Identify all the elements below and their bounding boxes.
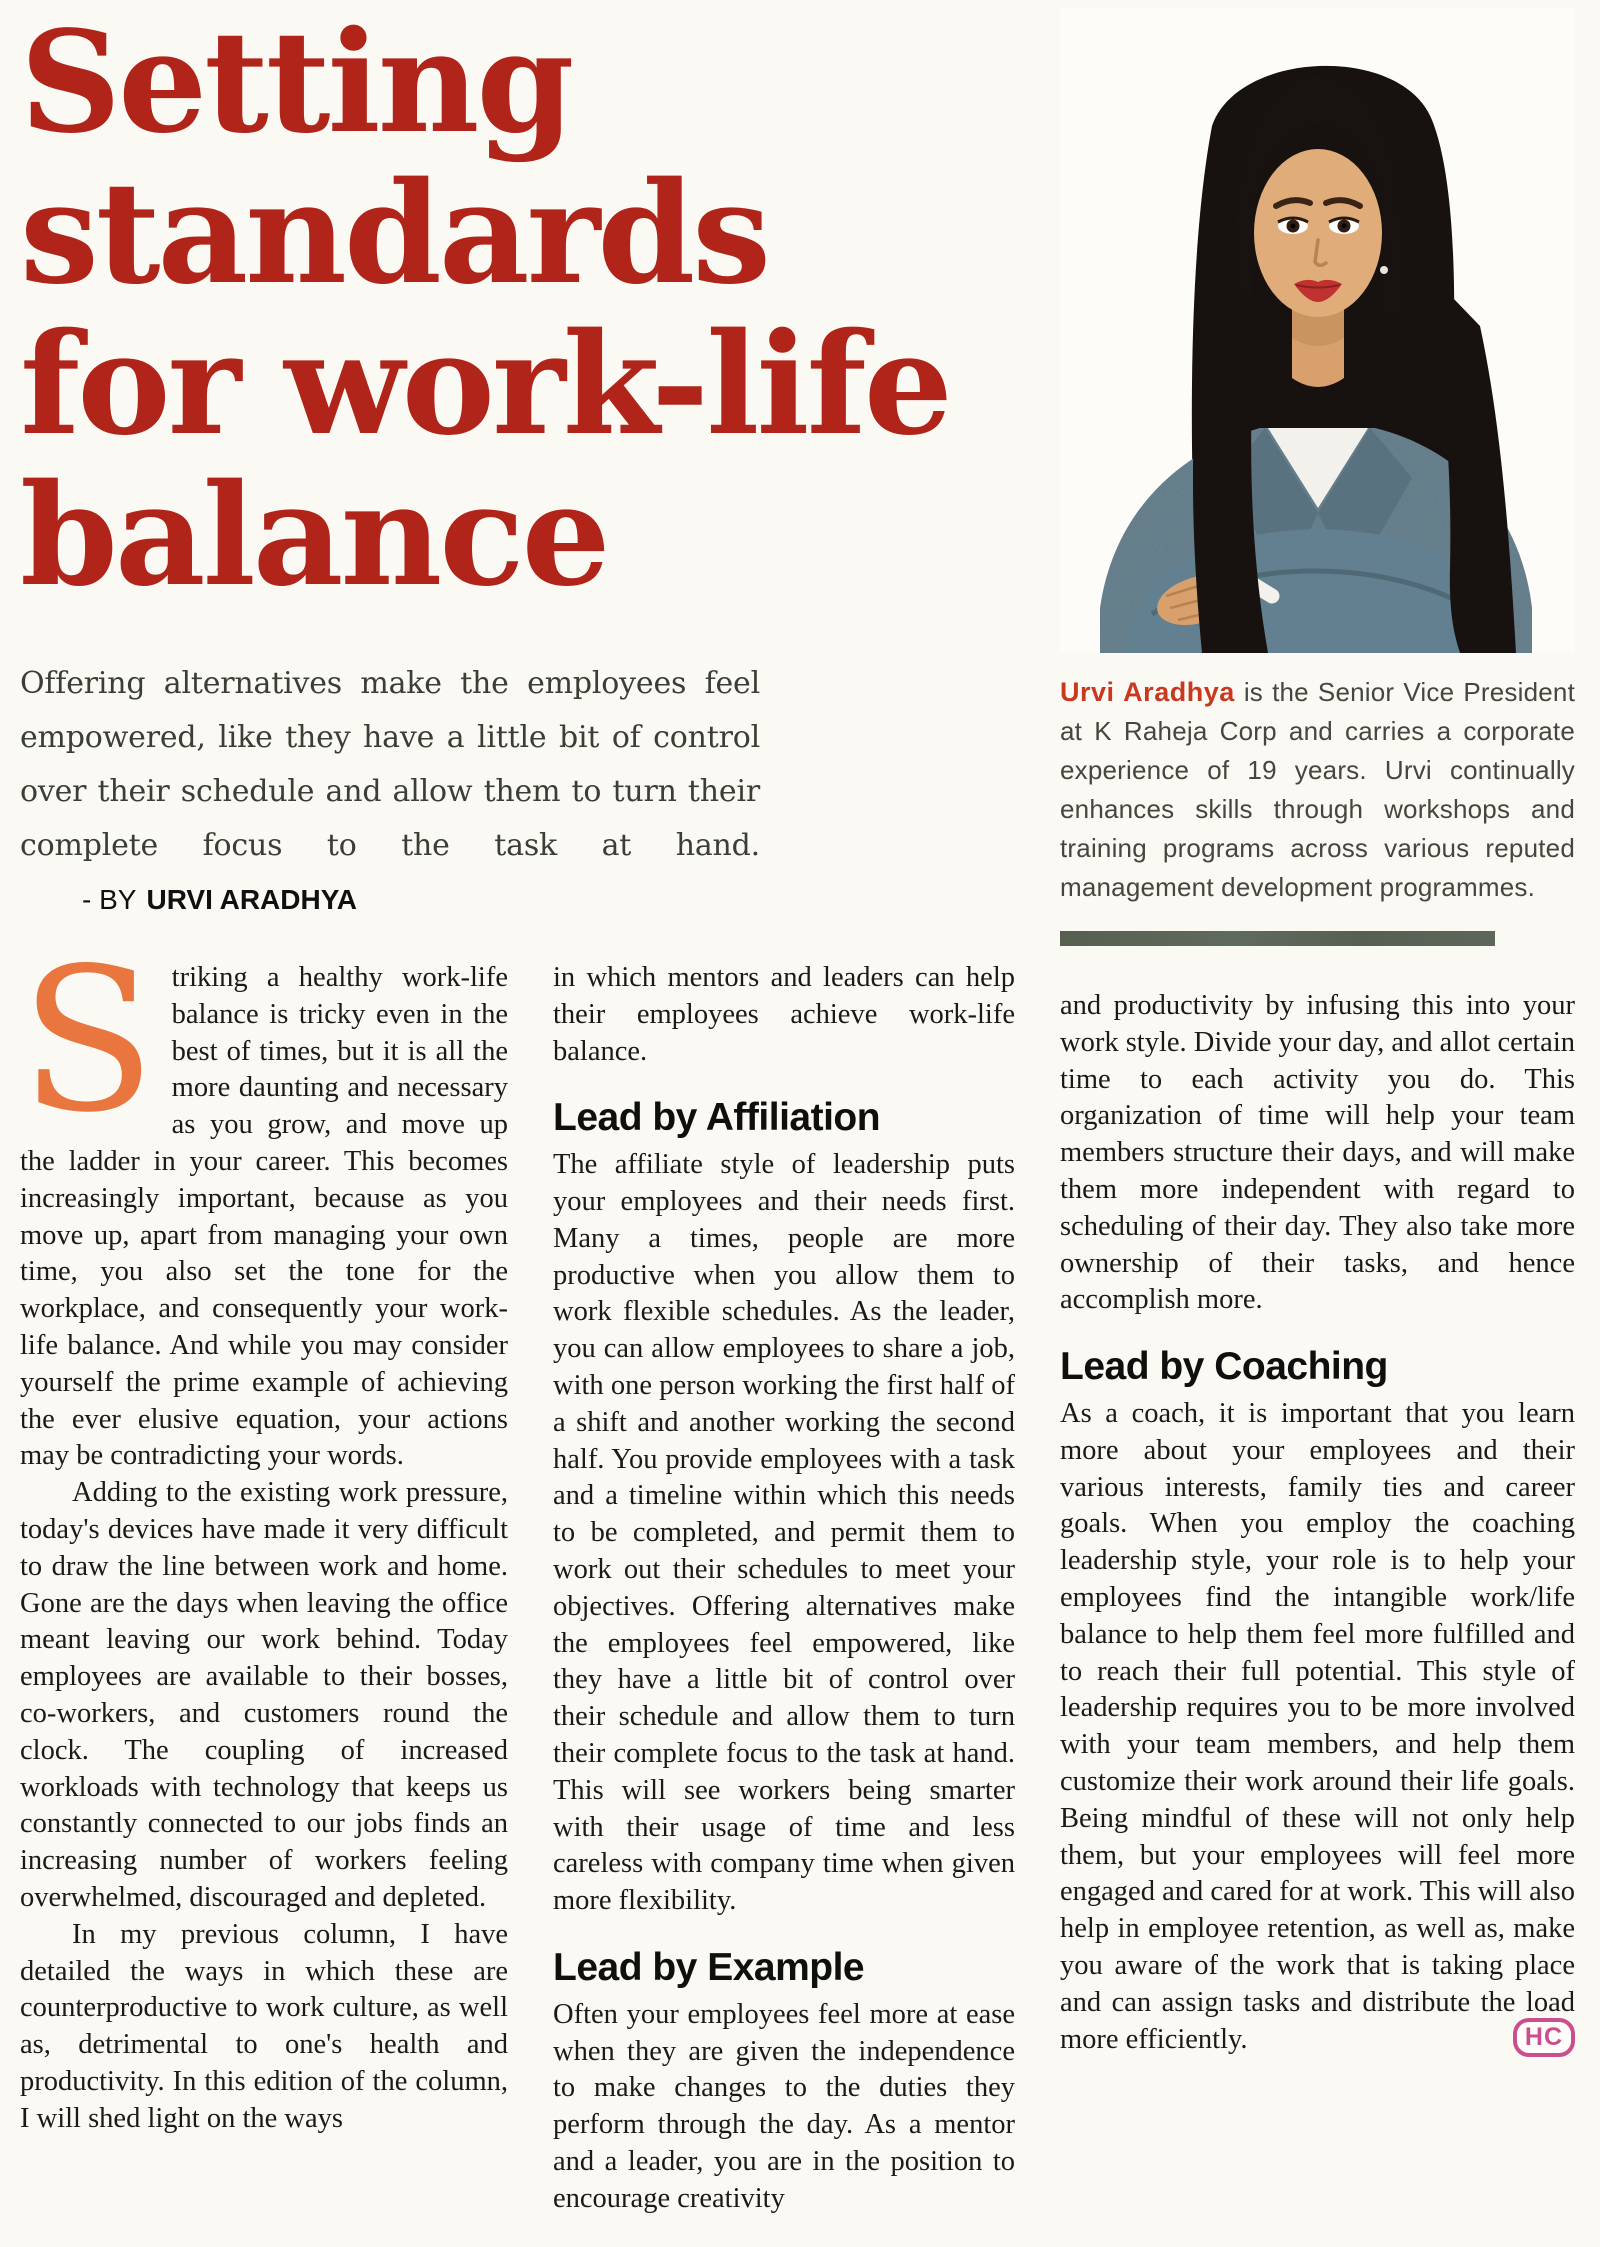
article-column-1 [20, 925, 508, 2247]
standfirst-text: Offering alternatives make the employees feel empowered, like they have a little bit of control over their schedule and allow them to turn their complete focus to the task at hand. [20, 666, 760, 863]
paragraph: Often your employees feel more at ease when they are given the independence to make changes to the duties they perform through the day. As a mentor and a leader, you are in the position to encourage creativity [553, 1998, 1015, 2214]
paragraph: Adding to the existing work pressure, today's devices have made it very difficult to draw the line between work and home. Gone are the days when leaving the office meant leaving our work behind. Today employees are available to their bosses, co-workers, and customers round the clock. The coupling of increased workloads with technology that keeps us constantly connected to our jobs finds an increasing number of workers feeling overwhelmed, discouraged and depleted. [20, 1477, 508, 1913]
section-divider-bar [1060, 931, 1495, 946]
paragraph: and productivity by infusing this into your work style. Divide your day, and allot certain time to each activity you do. This organization of time will help your team members structure their days, and will make them more independent with regard to scheduling of their day. They also take more ownership of their tasks, and hence accomplish more. [1060, 990, 1575, 1316]
title-line-2: standards [20, 152, 769, 316]
article-column-3 [1060, 960, 1575, 2247]
paragraph [20, 925, 508, 1475]
section-heading-example: Lead by Example [553, 1945, 865, 1989]
paragraph: In my previous column, I have detailed the ways in which these are counterproductive to work culture, as well as, detrimental to one's health and productivity. In this edition of the column, I will shed light on the ways [20, 1918, 508, 2134]
title-line-1: Setting [20, 1, 572, 165]
author-name: Urvi Aradhya [1060, 677, 1235, 707]
page-title [20, 1, 1015, 618]
title-line-3: for work-life [20, 303, 950, 467]
article-column-2 [553, 960, 1015, 2247]
paragraph: The affiliate style of leadership puts your employees and their needs first. Many a times, people are more productive when you allow them to work flexible schedules. As the leader, you can allow employees to share a job, with one person working the first half of a shift and another working the second half. You provide employees with a task and a timeline within which this needs to be completed, and permit them to work out their schedules to meet your objectives. Offering alternatives make the employees feel empowered, like they have a little bit of control over their schedule and allow them to turn their complete focus to the task at hand. This will see workers being smarter with their usage of time and less careless with company time when given more flexibility. [553, 1149, 1015, 1917]
byline-by: - BY [82, 884, 137, 915]
paragraph [1060, 1396, 1575, 2058]
dropcap-letter: S [20, 925, 156, 1156]
author-bio [1060, 673, 1575, 907]
hc-logo: HC [1513, 2018, 1575, 2057]
paragraph: in which mentors and leaders can help their employees achieve work-life balance. [553, 962, 1015, 1067]
author-bio-text: is the Senior Vice President at K Raheja Corp and carries a corporate experience of 19 years. Urvi continually enhances skills through workshops and training programs across various reputed management development programmes. [1060, 677, 1575, 902]
byline-author: URVI ARADHYA [146, 884, 358, 915]
standfirst-block [20, 657, 760, 927]
byline [82, 873, 357, 927]
section-heading-affiliation: Lead by Affiliation [553, 1096, 881, 1140]
title-line-4: balance [20, 454, 608, 618]
paragraph-text: triking a healthy work-life balance is tricky even in the best of times, but it is all the more daunting and necessary as you grow, and move up the ladder in your career. This becomes increasingly important, because as you move up, apart from managing your own time, you also set the tone for the workplace, and consequently your work-life balance. And while you may consider yourself the prime example of achieving the ever elusive equation, your actions may be contradicting your words. [20, 962, 508, 1472]
headline-block [20, 1, 1015, 631]
paragraph-text: As a coach, it is important that you learn more about your employees and their various interests, family ties and career goals. When you employ the coaching leadership style, your role is to help your employees find the intangible work/life balance to help them feel more fulfilled and to reach their full potential. This style of leadership requires you to be more involved with your team members, and help them customize their work around their life goals. Being mindful of these will not only help them, but your employees will feel more engaged and cared for at work. This will also help in employee retention, as well as, make you aware of the work that is taking place and can assign tasks and distribute the load more efficiently. [1060, 1397, 1575, 2055]
author-column [1060, 8, 1575, 946]
section-heading-coaching: Lead by Coaching [1060, 1345, 1388, 1389]
author-portrait-photo [1060, 8, 1575, 653]
standfirst [20, 657, 760, 927]
